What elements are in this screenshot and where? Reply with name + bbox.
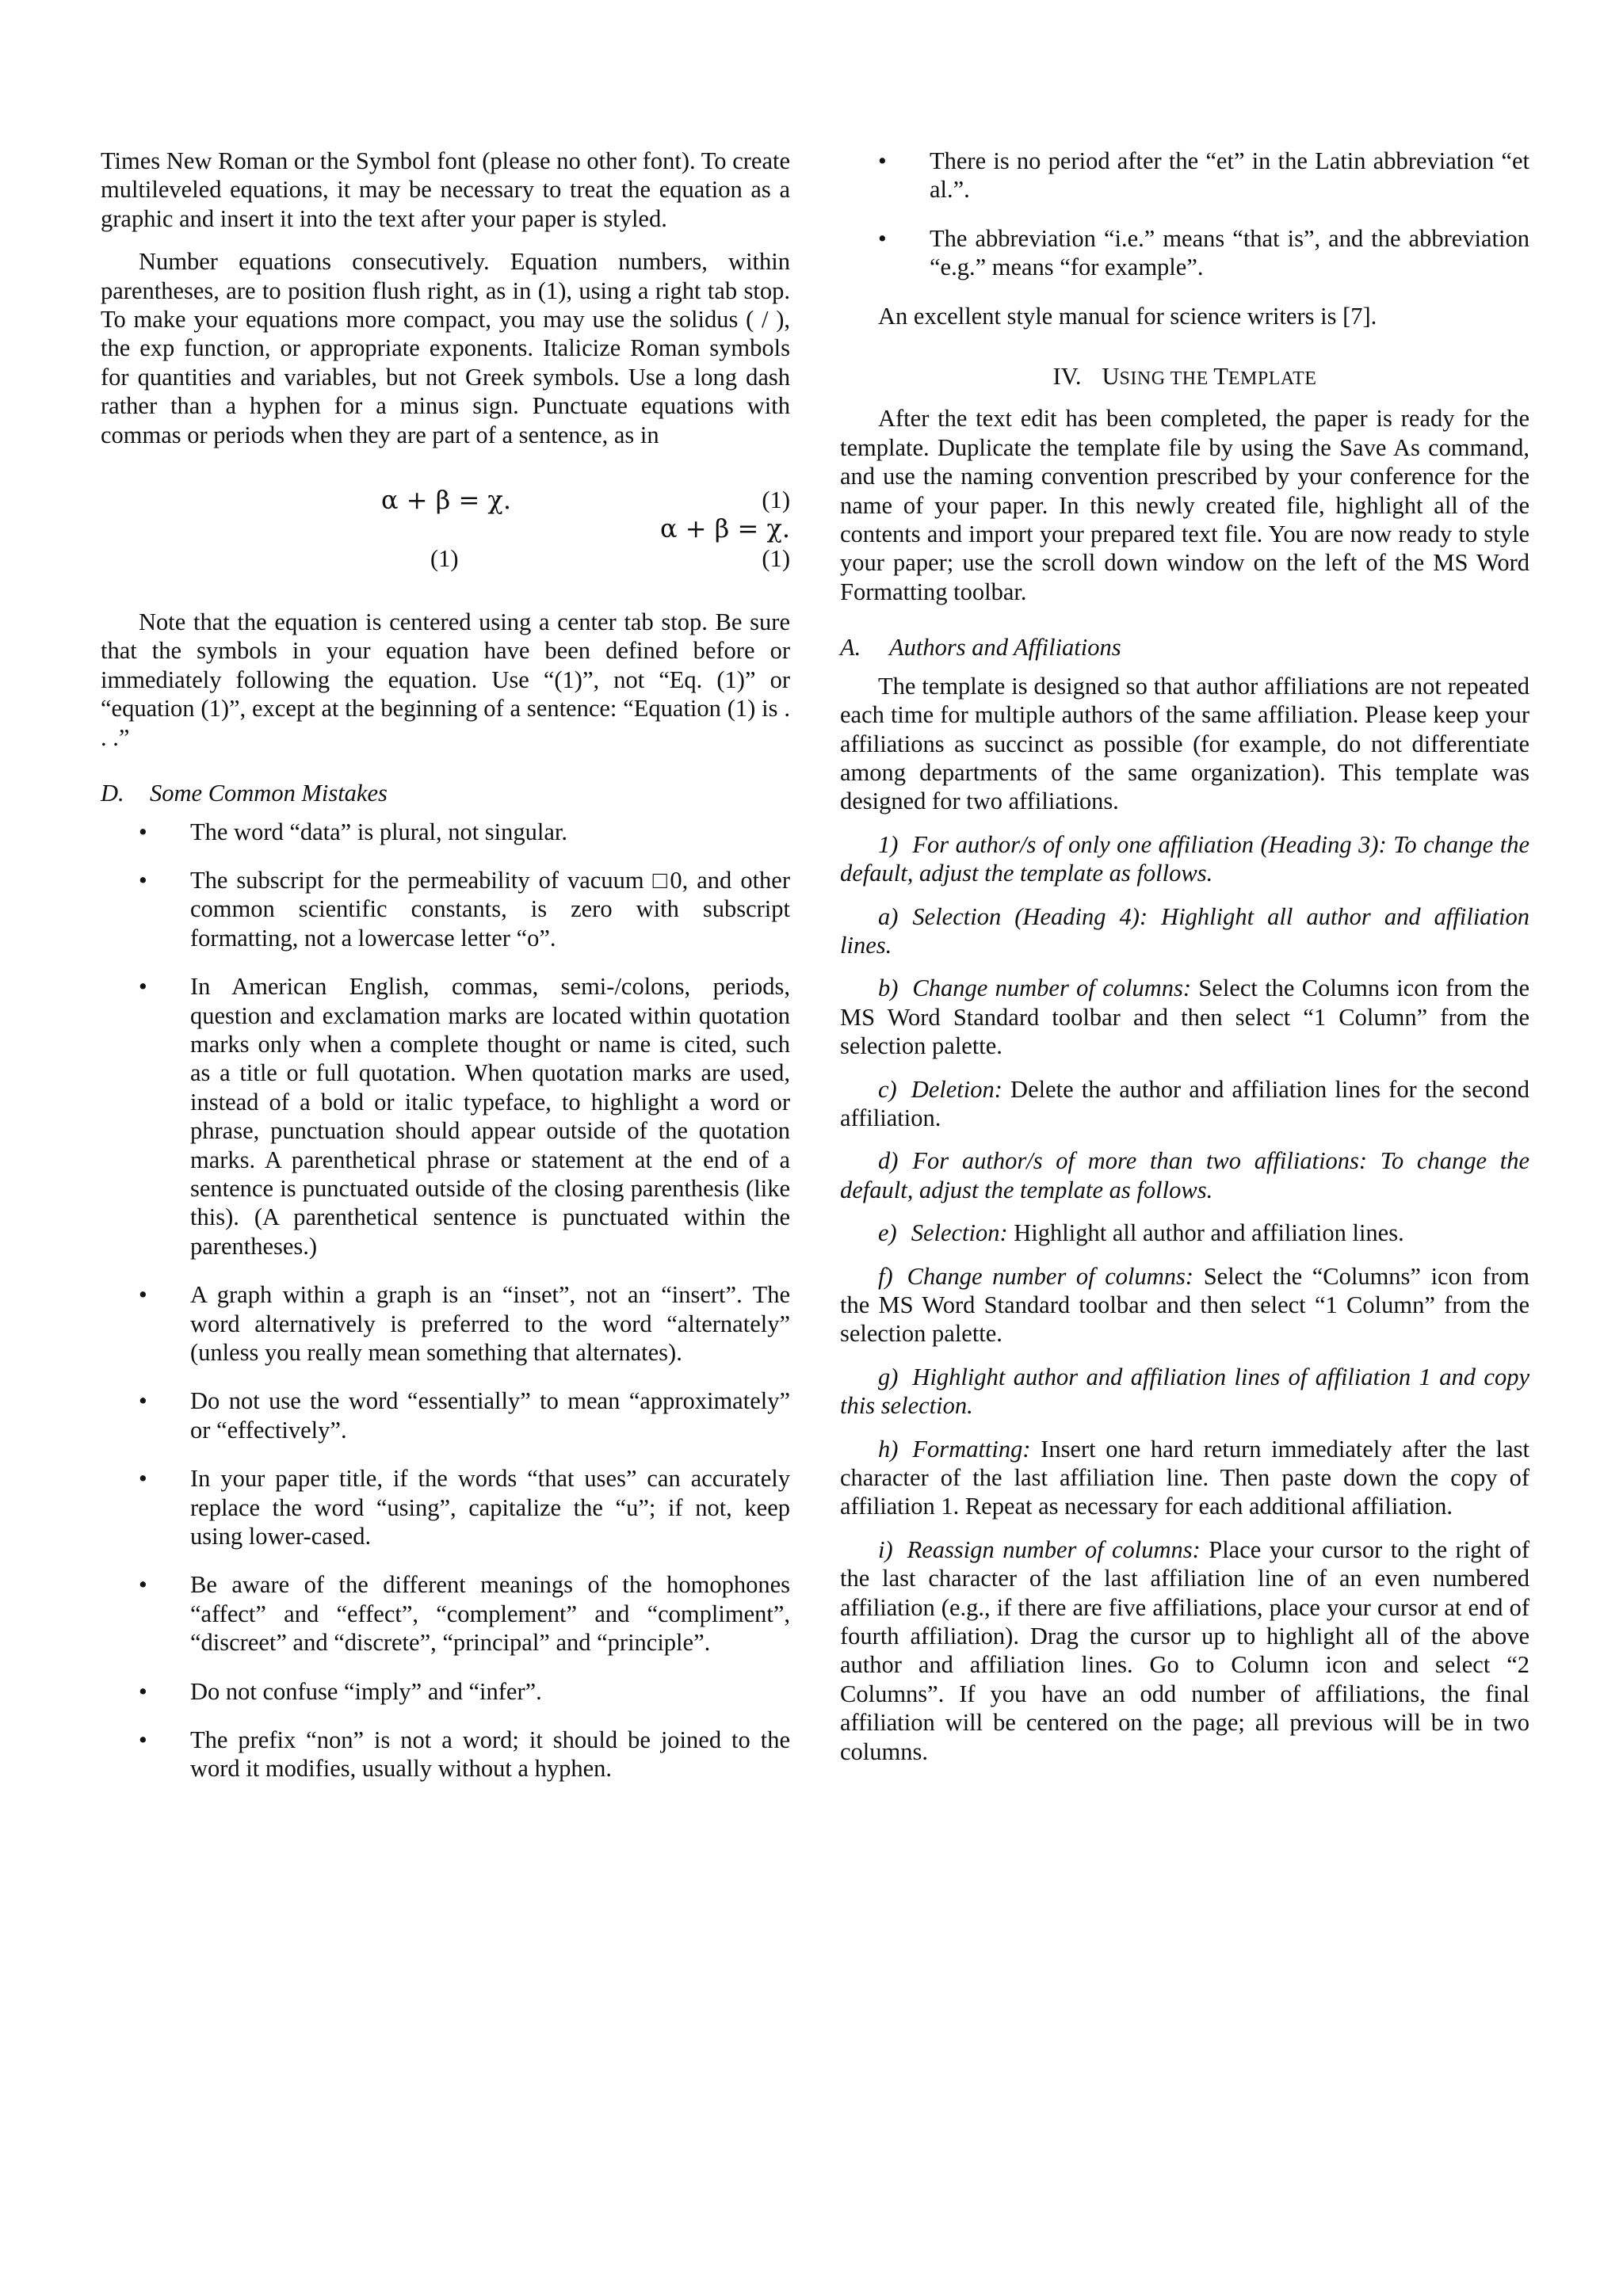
item-d xyxy=(840,1146,1529,1204)
item-body: Delete the author and affiliation lines for the second affiliation. xyxy=(840,1075,1529,1131)
list-item xyxy=(101,866,790,952)
heading3-label: 1) xyxy=(878,830,899,858)
section-title-part: T xyxy=(1213,363,1228,391)
paragraph-affiliations: The template is designed so that author affiliations are not repeated each time for multiple authors of the same affiliation. Please keep your affiliations as succinct as possible (for example, do not differentiate among departments of the same organization). This template was designed for two affiliations. xyxy=(840,672,1529,815)
list-item-text: Do not use the word “essentially” to mean “approximately” or “effectively”. xyxy=(190,1387,790,1444)
equation-number-2a: (1) xyxy=(430,545,459,573)
item-body: Place your cursor to the right of the last character of the last affiliation line of an even numbered affiliation (e.g., if there are five affiliations, place your cursor at end of fourth affiliation). Drag the cursor up to highlight all of the above author and affiliation lines. Go to Column icon and select “2 Columns”. If you have an odd number of affiliations, the final affiliation will be centered on the page; all previous will be in two columns. xyxy=(840,1535,1529,1765)
item-b xyxy=(840,974,1529,1060)
heading3-text: For author/s of only one affiliation (Heading 3): To change the default, adjust the template as follows. xyxy=(840,830,1529,887)
list-item xyxy=(840,147,1529,204)
list-item-text: In your paper title, if the words “that uses” can accurately replace the word “using”, capitalize the “u”; if not, keep using lower-cased. xyxy=(190,1465,790,1550)
item-head: For author/s of more than two affiliations: To change the default, adjust the template as follows. xyxy=(840,1147,1529,1203)
item-c xyxy=(840,1075,1529,1133)
item-label: h) xyxy=(878,1435,899,1463)
equation-2: α + β = χ. xyxy=(660,513,790,544)
right-column xyxy=(840,147,1529,1780)
bullet-icon: • xyxy=(139,973,147,1001)
list-item-text: A graph within a graph is an “inset”, not an “insert”. The word alternatively is preferred to the word “alternately” (unless you really mean something that alternates). xyxy=(190,1281,790,1366)
bullet-icon: • xyxy=(139,866,147,894)
equation-block xyxy=(101,486,790,573)
heading-text: Authors and Affiliations xyxy=(889,634,1121,662)
item-label: c) xyxy=(878,1075,897,1103)
paragraph-using-template: After the text edit has been completed, the paper is ready for the template. Duplicate the template file by using the Save As command, and use the naming convention prescribed by your conference for the name of your paper. In this newly created file, highlight all of the contents and import your prepared text file. You are now ready to style your paper; use the scroll down window on the left of the MS Word Formatting toolbar. xyxy=(840,405,1529,605)
list-item-text: In American English, commas, semi-/colons, periods, question and exclamation marks are located within quotation marks only when a complete thought or name is cited, such as a title or full quotation. When quotation marks are used, instead of a bold or italic typeface, to highlight a word or phrase, punctuation should appear outside of the quotation marks. A parenthetical phrase or statement at the end of a sentence is punctuated outside of the closing parenthesis (like this). (A parenthetical sentence is punctuated within the parentheses.) xyxy=(190,973,790,1260)
heading3-one-affiliation xyxy=(840,830,1529,888)
item-body: Select the “Columns” icon from the MS Word Standard toolbar and then select “1 Column” from the selection palette. xyxy=(840,1262,1529,1348)
list-item-text: The prefix “non” is not a word; it should be joined to the word it modifies, usually without a hyphen. xyxy=(190,1726,790,1783)
list-item-text: There is no period after the “et” in the Latin abbreviation “et al.”. xyxy=(930,147,1529,204)
item-head: Selection (Heading 4): Highlight all author and affiliation lines. xyxy=(840,902,1529,959)
item-body: Insert one hard return immediately after the last character of the last affiliation line. Then paste down the copy of affiliation 1. Repeat as necessary for each additional affiliation. xyxy=(840,1435,1529,1520)
paragraph-equation-centering: Note that the equation is centered using a center tab stop. Be sure that the symbols in your equation have been defined before or immediately following the equation. Use “(1)”, not “Eq. (1)” or “equation (1)”, except at the beginning of a sentence: “Equation (1) is . . .” xyxy=(101,608,790,751)
equation-number-2b: (1) xyxy=(762,545,790,573)
bullet-icon: • xyxy=(139,1677,147,1705)
section-number: IV. xyxy=(1052,363,1082,391)
item-g xyxy=(840,1363,1529,1421)
item-e xyxy=(840,1219,1529,1247)
item-label: a) xyxy=(878,902,899,930)
list-item xyxy=(101,1280,790,1367)
item-head: Formatting: xyxy=(912,1435,1031,1463)
item-head: Deletion: xyxy=(911,1075,1002,1103)
bullet-icon: • xyxy=(139,1571,147,1599)
item-body: Select the Columns icon from the MS Word Standard toolbar and then select “1 Column” from the selection palette. xyxy=(840,974,1529,1060)
item-a xyxy=(840,902,1529,960)
list-item xyxy=(101,1677,790,1706)
bullet-icon: • xyxy=(878,224,887,252)
bullet-icon: • xyxy=(139,1387,147,1415)
left-column xyxy=(101,147,790,1803)
list-item xyxy=(101,1386,790,1444)
heading-common-mistakes xyxy=(101,779,790,807)
list-item xyxy=(101,1570,790,1657)
list-item xyxy=(101,1726,790,1783)
section-title-part: SING THE xyxy=(1119,368,1214,390)
item-label: f) xyxy=(878,1262,893,1290)
list-item xyxy=(101,972,790,1261)
item-head: Reassign number of columns: xyxy=(907,1535,1201,1563)
bullet-icon: • xyxy=(139,1726,147,1754)
equation-1: α + β = χ. xyxy=(381,485,511,516)
bullet-icon: • xyxy=(878,147,887,174)
list-item-text: The word “data” is plural, not singular. xyxy=(190,818,568,845)
item-label: b) xyxy=(878,974,899,1002)
item-label: e) xyxy=(878,1219,897,1247)
bullet-icon: • xyxy=(139,1465,147,1493)
section-heading-using-template xyxy=(840,362,1529,393)
mistakes-list xyxy=(101,818,790,1783)
item-label: i) xyxy=(878,1535,893,1563)
list-item xyxy=(840,224,1529,282)
item-h xyxy=(840,1435,1529,1521)
bullet-icon: • xyxy=(139,1281,147,1309)
item-head: Change number of columns: xyxy=(912,974,1192,1002)
item-head: Selection: xyxy=(911,1219,1008,1247)
paragraph-style-manual: An excellent style manual for science writers is [7]. xyxy=(878,302,1377,330)
list-item xyxy=(101,1464,790,1550)
heading-text: Some Common Mistakes xyxy=(150,780,388,807)
list-item-text: The subscript for the permeability of vacuum □0, and other common scientific constants, is zero with subscript formatting, not a lowercase letter “o”. xyxy=(190,866,790,952)
item-body: Highlight all author and affiliation lines. xyxy=(1007,1219,1404,1247)
bullet-icon: • xyxy=(139,818,147,845)
equation-number-1: (1) xyxy=(762,486,790,514)
abbreviation-list xyxy=(840,147,1529,282)
item-head: Highlight author and affiliation lines of affiliation 1 and copy this selection. xyxy=(840,1363,1529,1420)
section-title-part: EMPLATE xyxy=(1228,368,1317,390)
item-f xyxy=(840,1262,1529,1348)
heading-authors-affiliations xyxy=(840,633,1529,662)
heading-label: A. xyxy=(840,634,861,662)
paragraph-font-note: Times New Roman or the Symbol font (please no other font). To create multileveled equations, it may be necessary to treat the equation as a graphic and insert it into the text after your paper is styled. xyxy=(101,147,790,232)
item-label: g) xyxy=(878,1363,899,1390)
list-item-text: Do not confuse “imply” and “infer”. xyxy=(190,1677,542,1705)
paragraph-equation-numbering: Number equations consecutively. Equation numbers, within parentheses, are to position flush right, as in (1), using a right tab stop. To make your equations more compact, you may use the solidus ( / ), the exp function, or appropriate exponents. Italicize Roman symbols for quantities and variables, but not Greek symbols. Use a long dash rather than a hyphen for a minus sign. Punctuate equations with commas or periods when they are part of a sentence, as in xyxy=(101,248,790,448)
item-label: d) xyxy=(878,1147,899,1175)
section-title-part: U xyxy=(1102,363,1120,391)
heading-label: D. xyxy=(101,780,124,807)
item-head: Change number of columns: xyxy=(907,1262,1194,1290)
list-item xyxy=(101,818,790,846)
list-item-text: The abbreviation “i.e.” means “that is”, and the abbreviation “e.g.” means “for example”. xyxy=(930,224,1529,281)
item-i xyxy=(840,1535,1529,1766)
list-item-text: Be aware of the different meanings of the homophones “affect” and “effect”, “complement” and “compliment”, “discreet” and “discrete”, “principal” and “principle”. xyxy=(190,1571,790,1657)
